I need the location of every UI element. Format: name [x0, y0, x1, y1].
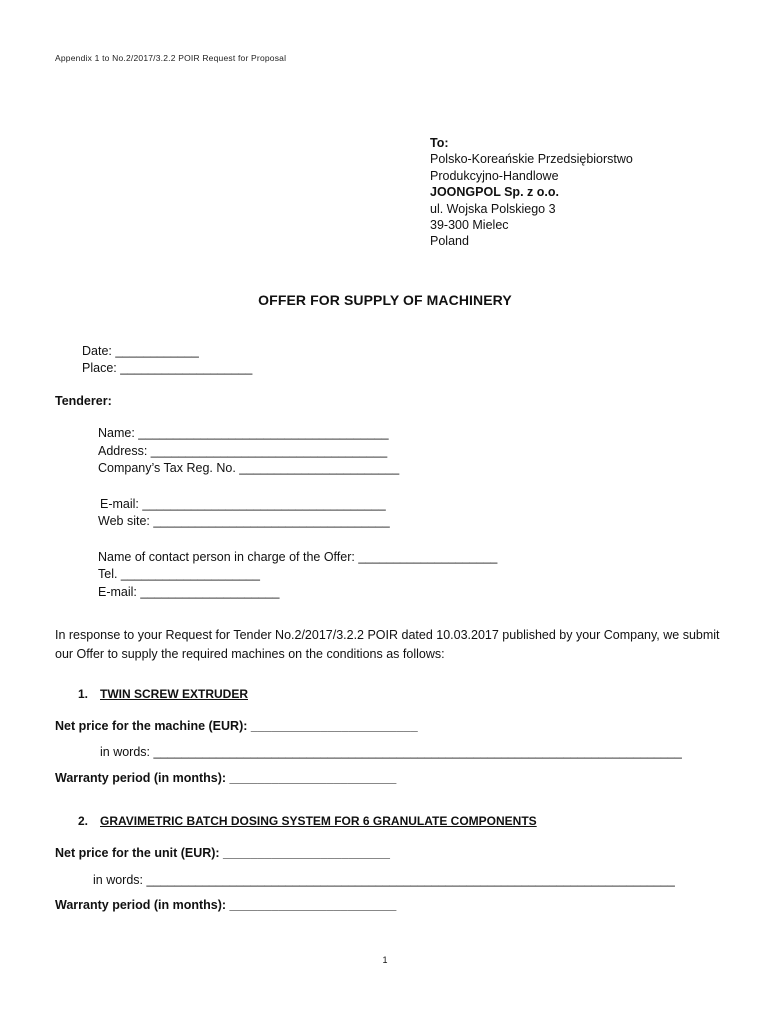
section-2-warranty[interactable]: Warranty period (in months): ________________________ [55, 898, 397, 912]
section-2-net-price[interactable]: Net price for the unit (EUR): ________________________ [55, 846, 390, 860]
name-field[interactable]: Name: ____________________________________ [98, 426, 389, 440]
recipient-address-block [430, 135, 633, 250]
recipient-line: Produkcyjno-Handlowe [430, 168, 559, 183]
tel-field[interactable]: Tel. ____________________ [98, 567, 260, 581]
date-field[interactable]: Date: ____________ [82, 344, 199, 358]
place-field[interactable]: Place: ___________________ [82, 361, 253, 375]
recipient-city: 39-300 Mielec [430, 218, 509, 233]
section-1-net-price[interactable]: Net price for the machine (EUR): ________________________ [55, 719, 418, 733]
intro-paragraph: In response to your Request for Tender No.2/2017/3.2.2 POIR dated 10.03.2017 published by your Company, we submit our Offer to supply the required machines on the conditions as follows: [55, 628, 720, 661]
document-title: OFFER FOR SUPPLY OF MACHINERY [258, 292, 512, 308]
header-note: Appendix 1 to No.2/2017/3.2.2 POIR Request for Proposal [55, 53, 287, 63]
section-1-heading [78, 687, 248, 701]
section-1-in-words[interactable]: in words: ____________________________________________________________________________ [100, 745, 682, 759]
section-2-heading [78, 814, 537, 828]
contact-person-field[interactable]: Name of contact person in charge of the Offer: ____________________ [98, 550, 498, 564]
recipient-line: Polsko-Koreańskie Przedsiębiorstwo [430, 152, 633, 167]
recipient-company: JOONGPOL Sp. z o.o. [430, 185, 559, 200]
section-title: TWIN SCREW EXTRUDER [100, 687, 248, 701]
section-1-warranty[interactable]: Warranty period (in months): ________________________ [55, 771, 397, 785]
section-title: GRAVIMETRIC BATCH DOSING SYSTEM FOR 6 GRANULATE COMPONENTS [100, 814, 537, 828]
to-label: To: [430, 136, 449, 150]
section-2-in-words[interactable]: in words: ____________________________________________________________________________ [93, 873, 675, 887]
address-field[interactable]: Address: __________________________________ [98, 444, 388, 458]
recipient-country: Poland [430, 234, 469, 249]
contact-email-field[interactable]: E-mail: ____________________ [98, 585, 280, 599]
recipient-street: ul. Wojska Polskiego 3 [430, 201, 556, 216]
section-number: 1. [78, 687, 89, 701]
section-number: 2. [78, 814, 89, 828]
website-field[interactable]: Web site: __________________________________ [98, 514, 390, 528]
email-field[interactable]: E-mail: ___________________________________ [100, 497, 386, 511]
tax-reg-field[interactable]: Company’s Tax Reg. No. _______________________ [98, 461, 400, 475]
page-number: 1 [382, 955, 388, 965]
tenderer-label: Tenderer: [55, 394, 112, 408]
